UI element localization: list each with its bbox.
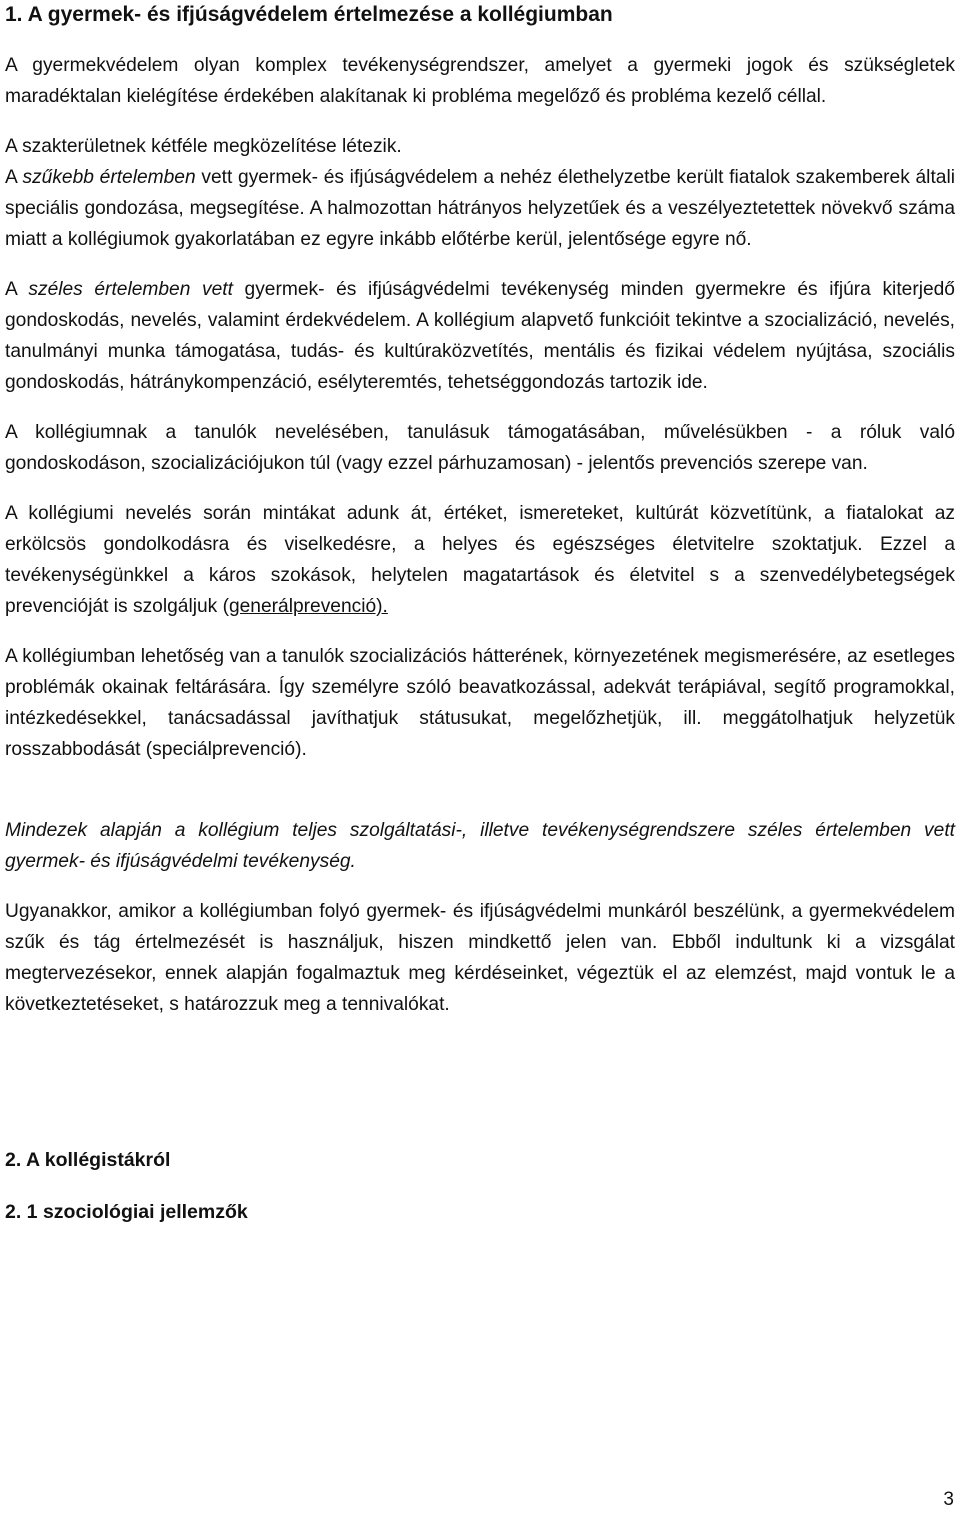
broad-sense-term: széles értelemben vett [28, 279, 233, 300]
paragraph-approaches-intro: A szakterületnek kétféle megközelítése létezik. [5, 136, 402, 157]
paragraph-general-prevention [5, 498, 955, 622]
paragraph-prevention-role: A kollégiumnak a tanulók nevelésében, tanulásuk támogatásában, művelésükben - a róluk való gondoskodáson, szocializációjukon túl (vagy ezzel párhuzamosan) - jelentős prevenciós szerepe van. [5, 422, 955, 474]
general-prevention-body: A kollégiumi nevelés során mintákat adunk át, értéket, ismereteket, kultúrát közvetítünk, a fiatalokat az erkölcsös gondolkodásra és viselkedésre, a helyes és egészséges életvitelre szoktatjuk. Ezzel a tevékenységünkkel a káros szokások, helytelen magatartások és életvitel s a szenvedélybetegségek prevencióját is szolgáljuk ( [5, 503, 955, 617]
paragraph-methodology: Ugyanakkor, amikor a kollégiumban folyó gyermek- és ifjúságvédelmi munkáról beszélünk, a gyermekvédelem szűk és tág értelmezését is használjuk, hiszen mindkettő jelen van. Ebből indultunk ki a vizsgálat megtervezésekor, ennek alapján fogalmaztuk meg kérdéseinket, végeztük el az elemzést, majd vontuk le a következtetéseket, s határozzuk meg a tennivalókat. [5, 901, 955, 1015]
section-1-title: 1. A gyermek- és ifjúságvédelem értelmezése a kollégiumban [5, 3, 613, 26]
narrow-sense-body: vett gyermek- és ifjúságvédelem a nehéz élethelyzetbe került fiatalok szakemberek általi speciális gondozása, megsegítése. A halmozottan hátrányos helyzetűek és a veszélyeztetettek növekvő száma miatt a kollégiumok gyakorlatában ez egyre inkább előtérbe kerül, jelentősége egyre nő. [5, 167, 955, 250]
paragraph-narrow-sense [5, 162, 955, 255]
paragraph-conclusion: Mindezek alapján a kollégium teljes szolgáltatási-, illetve tevékenységrendszere széles értelemben vett gyermek- és ifjúságvédelmi tevékenység. [5, 820, 955, 872]
broad-sense-lead: A [5, 279, 17, 300]
general-prevention-term: generálprevenció). [228, 596, 388, 617]
page-number: 3 [943, 1489, 954, 1510]
paragraph-definition: A gyermekvédelem olyan komplex tevékenységrendszer, amelyet a gyermeki jogok és szükségletek maradéktalan kielégítése érdekében alakítanak ki probléma megelőző és probléma kezelő céllal. [5, 55, 955, 107]
narrow-sense-lead: A [5, 167, 17, 188]
paragraph-broad-sense [5, 274, 955, 398]
section-2-1-subtitle: 2. 1 szociológiai jellemzők [5, 1201, 248, 1223]
document-page [5, 0, 955, 1226]
section-2-title: 2. A kollégistákról [5, 1149, 171, 1171]
broad-sense-body: gyermek- és ifjúságvédelmi tevékenység minden gyermekre és ifjúra kiterjedő gondoskodás, nevelés, valamint érdekvédelem. A kollégium alapvető funkcióit tekintve a szocializáció, nevelés, tanulmányi munka támogatása, tudás- és kultúraközvetítés, mentális és fizikai védelem nyújtása, szociális gondoskodás, hátránykompenzáció, esélyteremtés, tehetséggondozás tartozik ide. [5, 279, 955, 393]
paragraph-special-prevention: A kollégiumban lehetőség van a tanulók szocializációs hátterének, környezetének megismerésére, az esetleges problémák okainak feltárására. Így személyre szóló beavatkozással, adekvát terápiával, segítő programokkal, intézkedésekkel, tanácsadással javíthatjuk státusukat, megelőzhetjük, ill. meggátolhatjuk helyzetük rosszabbodását (speciálprevenció). [5, 646, 955, 760]
narrow-sense-term: szűkebb értelemben [22, 167, 196, 188]
